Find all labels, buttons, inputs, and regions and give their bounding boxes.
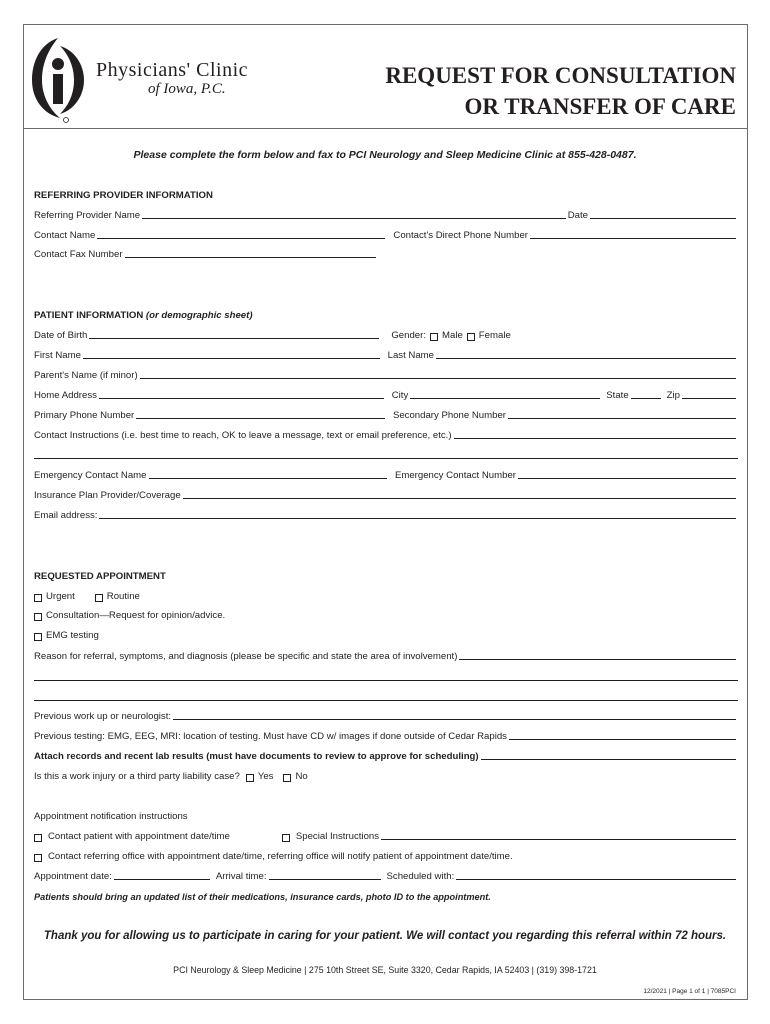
urgent-checkbox[interactable] (34, 594, 42, 602)
contact-patient-checkbox[interactable] (34, 834, 42, 842)
phone-row (34, 408, 738, 421)
special-instructions-label: Special Instructions (295, 831, 380, 842)
state-label: State (606, 390, 629, 401)
previous-testing-label: Previous testing: EMG, EEG, MRI: location of testing. Must have CD w/ images if done outside of Cedar Rapids (34, 731, 507, 742)
parent-name-label: Parent's Name (if minor) (34, 370, 138, 381)
emergency-name-label: Emergency Contact Name (34, 470, 147, 481)
urgency-row (34, 589, 738, 602)
form-code: 12/2021 | Page 1 of 1 | 7085PCI (643, 988, 736, 995)
work-injury-row (34, 769, 738, 782)
emergency-contact-row (34, 468, 738, 481)
arrival-time-field[interactable] (269, 879, 381, 880)
contact-patient-label: Contact patient with appointment date/time (48, 831, 230, 842)
emergency-number-label: Emergency Contact Number (394, 470, 516, 481)
work-injury-no-checkbox[interactable] (283, 774, 291, 782)
reason-line-2[interactable] (34, 680, 738, 681)
date-field[interactable] (590, 218, 736, 219)
contact-instructions-field[interactable] (454, 438, 736, 439)
form-title-line-1: REQUEST FOR CONSULTATION (385, 63, 736, 88)
direct-phone-field[interactable] (530, 238, 736, 239)
city-label: City (391, 390, 409, 401)
zip-label: Zip (666, 390, 680, 401)
contact-fax-field[interactable] (125, 257, 376, 258)
emergency-number-field[interactable] (518, 478, 736, 479)
date-label: Date (567, 210, 588, 221)
work-injury-no-label: No (295, 771, 308, 782)
clinic-subtitle: of Iowa, P.C. (148, 81, 226, 97)
previous-workup-row (34, 709, 738, 722)
routine-checkbox[interactable] (95, 594, 103, 602)
primary-phone-field[interactable] (136, 418, 385, 419)
appointment-date-field[interactable] (114, 879, 210, 880)
previous-workup-field[interactable] (173, 719, 736, 720)
email-field[interactable] (99, 518, 736, 519)
consultation-checkbox[interactable] (34, 613, 42, 621)
first-name-label: First Name (34, 350, 81, 361)
attach-records-row (34, 749, 738, 762)
parent-name-row (34, 368, 738, 381)
contact-patient-row (34, 829, 738, 842)
emg-checkbox[interactable] (34, 633, 42, 641)
contact-fax-row (34, 247, 378, 260)
secondary-phone-label: Secondary Phone Number (392, 410, 506, 421)
male-checkbox[interactable] (430, 333, 438, 341)
female-checkbox[interactable] (467, 333, 475, 341)
previous-testing-field[interactable] (509, 739, 736, 740)
contact-fax-label: Contact Fax Number (34, 249, 123, 260)
header-divider (23, 128, 748, 129)
urgent-label: Urgent (46, 591, 75, 602)
dob-field[interactable] (89, 338, 379, 339)
patient-section-heading (34, 310, 253, 321)
referring-section-heading: REFERRING PROVIDER INFORMATION (34, 190, 213, 201)
contact-instructions-line-2[interactable] (34, 458, 738, 459)
gender-label: Gender: (391, 330, 426, 341)
state-field[interactable] (631, 398, 661, 399)
patient-heading-note: (or demographic sheet) (145, 310, 253, 321)
insurance-field[interactable] (183, 498, 736, 499)
referring-provider-row (34, 208, 738, 221)
contact-instructions-label: Contact Instructions (i.e. best time to reach, OK to leave a message, text or email preference, etc.) (34, 430, 452, 441)
direct-phone-label: Contact's Direct Phone Number (393, 230, 528, 241)
bring-items-note: Patients should bring an updated list of their medications, insurance cards, photo ID to the appointment. (34, 892, 491, 902)
male-label: Male (442, 330, 463, 341)
contact-name-field[interactable] (97, 238, 385, 239)
bring-items-row (34, 889, 738, 902)
clinic-logo (30, 34, 275, 124)
consultation-row (34, 608, 738, 621)
insurance-label: Insurance Plan Provider/Coverage (34, 490, 181, 501)
reason-row (34, 649, 738, 662)
fax-instructions: Please complete the form below and fax to PCI Neurology and Sleep Medicine Clinic at 855-428-0487. (133, 149, 637, 161)
appointment-details-row (34, 869, 738, 882)
last-name-field[interactable] (436, 358, 736, 359)
contact-office-label: Contact referring office with appointment date/time, referring office will notify patient of appointment date/time. (48, 851, 513, 862)
notification-heading-row (34, 809, 738, 822)
routine-label: Routine (106, 591, 140, 602)
parent-name-field[interactable] (140, 378, 736, 379)
home-address-label: Home Address (34, 390, 97, 401)
secondary-phone-field[interactable] (508, 418, 736, 419)
footer-address: PCI Neurology & Sleep Medicine | 275 10th Street SE, Suite 3320, Cedar Rapids, IA 52403 | (319) 398-1721 (173, 965, 597, 976)
work-injury-yes-label: Yes (257, 771, 274, 782)
referring-provider-field[interactable] (142, 218, 566, 219)
primary-phone-label: Primary Phone Number (34, 410, 135, 421)
previous-workup-label: Previous work up or neurologist: (34, 711, 172, 722)
attach-records-field[interactable] (481, 759, 736, 760)
referring-provider-label: Referring Provider Name (34, 210, 141, 221)
scheduled-with-field[interactable] (456, 879, 736, 880)
city-field[interactable] (410, 398, 600, 399)
contact-name-row (34, 228, 738, 241)
clinic-name: Physicians' Clinic (96, 59, 249, 81)
appointment-section-heading: REQUESTED APPOINTMENT (34, 571, 166, 582)
reason-line-3[interactable] (34, 700, 738, 701)
address-row (34, 388, 738, 401)
work-injury-label: Is this a work injury or a third party liability case? (34, 771, 240, 782)
email-row (34, 508, 738, 521)
attach-records-label: Attach records and recent lab results (must have documents to review to approve for scheduling) (34, 751, 479, 762)
arrival-time-label: Arrival time: (215, 871, 267, 882)
emergency-name-field[interactable] (149, 478, 387, 479)
female-label: Female (478, 330, 511, 341)
form-title-line-2: OR TRANSFER OF CARE (464, 94, 736, 119)
insurance-row (34, 488, 738, 501)
first-name-field[interactable] (83, 358, 380, 359)
appointment-date-label: Appointment date: (34, 871, 112, 882)
emg-row (34, 628, 738, 641)
contact-office-checkbox[interactable] (34, 854, 42, 862)
contact-office-row (34, 849, 738, 862)
zip-field[interactable] (682, 398, 736, 399)
clinic-logo-mark (30, 34, 90, 124)
email-label: Email address: (34, 510, 98, 521)
form-title (385, 60, 736, 122)
consultation-label: Consultation—Request for opinion/advice. (46, 610, 226, 621)
previous-testing-row (34, 729, 738, 742)
reason-field[interactable] (459, 659, 736, 660)
contact-instructions-row (34, 428, 738, 441)
special-instructions-checkbox[interactable] (282, 834, 290, 842)
special-instructions-field[interactable] (381, 839, 736, 840)
notification-heading: Appointment notification instructions (34, 811, 188, 822)
thank-you-message: Thank you for allowing us to participate in caring for your patient. We will contact you regarding this referral within 72 hours. (43, 930, 727, 942)
patient-heading-text: PATIENT INFORMATION (34, 310, 144, 321)
home-address-field[interactable] (99, 398, 384, 399)
scheduled-with-label: Scheduled with: (386, 871, 455, 882)
emg-label: EMG testing (46, 630, 99, 641)
name-row (34, 348, 738, 361)
dob-row (34, 328, 738, 341)
dob-label: Date of Birth (34, 330, 88, 341)
last-name-label: Last Name (387, 350, 434, 361)
work-injury-yes-checkbox[interactable] (246, 774, 254, 782)
reason-label: Reason for referral, symptoms, and diagnosis (please be specific and state the area of involvement) (34, 651, 458, 662)
contact-name-label: Contact Name (34, 230, 96, 241)
